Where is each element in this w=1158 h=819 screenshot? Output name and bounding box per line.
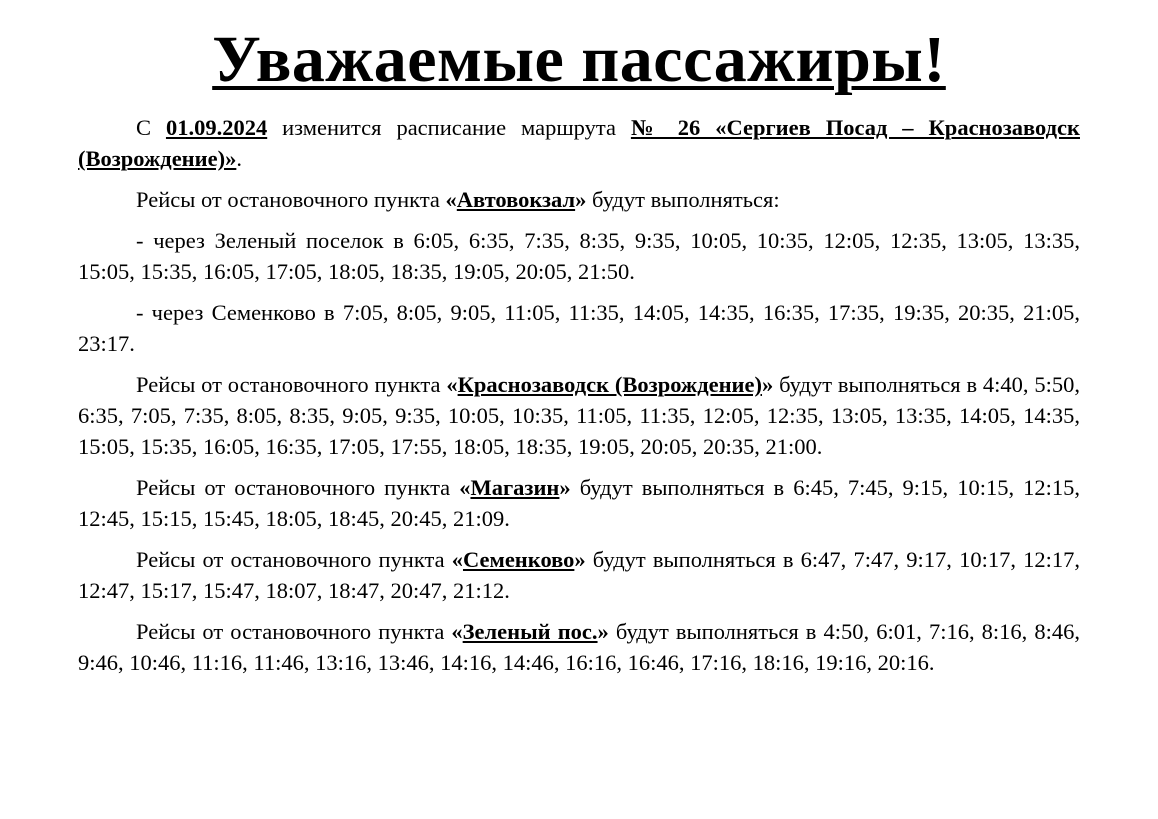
effective-date: 01.09.2024 (165, 115, 268, 140)
route-name: № 26 «Сергиев Посад – Краснозаводск (Возрождение)» (78, 115, 1080, 171)
semenkovo-quote-close: » (574, 547, 586, 572)
zeleny-pos-quote-close: » (597, 619, 609, 644)
via-zeleny-paragraph: - через Зеленый поселок в 6:05, 6:35, 7:35, 8:35, 9:35, 10:05, 10:35, 12:05, 12:35, 13:05, 13:35, 15:05, 15:35, 16:05, 17:05, 18:05, 18:35, 19:05, 20:05, 21:50. (78, 228, 1080, 284)
krasnozavodsk-stop-name: Краснозаводск (Возрождение) (457, 372, 763, 397)
zeleny-pos-quote-open: « (451, 619, 463, 644)
avtovokzal-quote-open: « (445, 187, 457, 212)
magazin-suffix: будут выполняться в 6:45, 7:45, 9:15, 10:15, 12:15, 12:45, 15:15, 15:45, 18:05, 18:45, 20:45, 21:09. (78, 475, 1080, 531)
avtovokzal-prefix: Рейсы от остановочного пункта (136, 187, 446, 212)
krasnozavodsk-quote-open: « (446, 372, 458, 397)
intro-suffix: . (236, 146, 242, 171)
magazin-prefix: Рейсы от остановочного пункта (136, 475, 460, 500)
page-title: Уважаемые пассажиры! (212, 23, 946, 96)
intro-middle: изменится расписание маршрута (267, 115, 631, 140)
semenkovo-suffix: будут выполняться в 6:47, 7:47, 9:17, 10:17, 12:17, 12:47, 15:17, 15:47, 18:07, 18:47, 20:47, 21:12. (78, 547, 1080, 603)
magazin-stop-name: Магазин (470, 475, 560, 500)
semenkovo-stop-name: Семенково (462, 547, 575, 572)
zeleny-pos-paragraph (78, 616, 1080, 678)
zeleny-pos-stop-name: Зеленый пос. (462, 619, 598, 644)
avtovokzal-paragraph (78, 184, 1080, 215)
zeleny-pos-prefix: Рейсы от остановочного пункта (136, 619, 452, 644)
intro-prefix: С (136, 115, 166, 140)
semenkovo-quote-open: « (451, 547, 463, 572)
krasnozavodsk-prefix: Рейсы от остановочного пункта (136, 372, 447, 397)
semenkovo-paragraph (78, 544, 1080, 606)
avtovokzal-quote-close: » (575, 187, 587, 212)
krasnozavodsk-suffix: будут выполняться в 4:40, 5:50, 6:35, 7:05, 7:35, 8:05, 8:35, 9:05, 9:35, 10:05, 10:35, 11:05, 11:35, 12:05, 12:35, 13:05, 13:35, 14:05, 14:35, 15:05, 15:35, 16:05, 16:35, 17:05, 17:55, 18:05, 18:35, 19:05, 20:05, 20:35, 21:00. (78, 372, 1080, 459)
magazin-quote-open: « (459, 475, 471, 500)
krasnozavodsk-quote-close: » (762, 372, 774, 397)
avtovokzal-suffix: будут выполняться: (586, 187, 780, 212)
semenkovo-prefix: Рейсы от остановочного пункта (136, 547, 452, 572)
magazin-paragraph (78, 472, 1080, 534)
intro-paragraph (78, 112, 1080, 174)
magazin-quote-close: » (559, 475, 571, 500)
zeleny-pos-suffix: будут выполняться в 4:50, 6:01, 7:16, 8:16, 8:46, 9:46, 10:46, 11:16, 11:46, 13:16, 13:46, 14:16, 14:46, 16:16, 16:46, 17:16, 18:16, 19:16, 20:16. (78, 619, 1081, 675)
avtovokzal-stop-name: Автовокзал (456, 187, 576, 212)
krasnozavodsk-paragraph (78, 369, 1080, 462)
via-semenkovo-paragraph: - через Семенково в 7:05, 8:05, 9:05, 11:05, 11:35, 14:05, 14:35, 16:35, 17:35, 19:35, 20:35, 21:05, 23:17. (78, 300, 1080, 356)
